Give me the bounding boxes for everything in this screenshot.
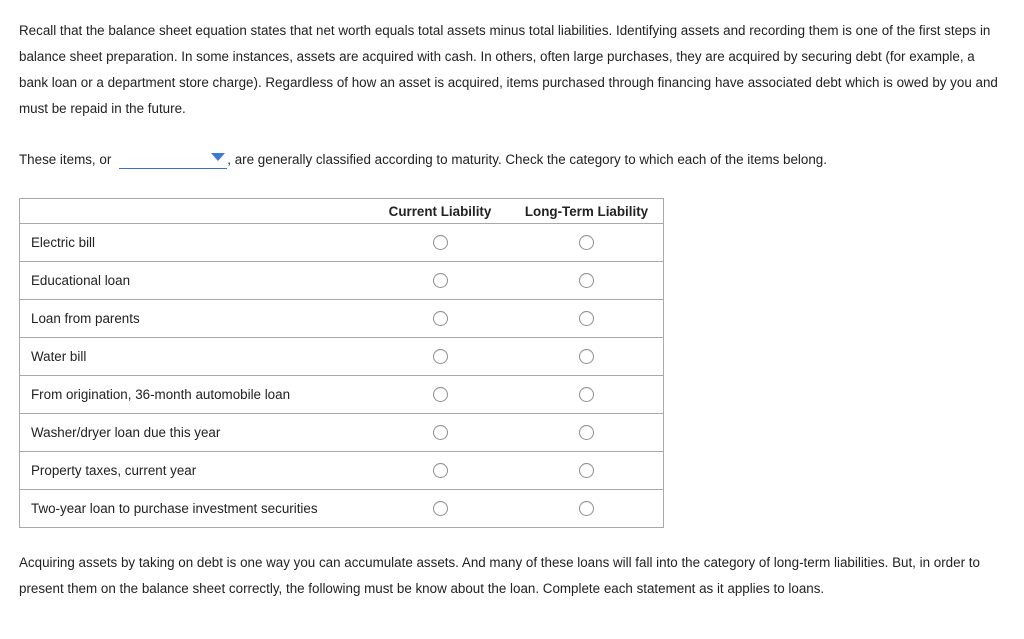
long-term-liability-radio[interactable] — [579, 273, 594, 288]
table-row — [20, 300, 664, 338]
chevron-down-icon[interactable] — [211, 153, 225, 161]
item-label: From origination, 36-month automobile loan — [20, 376, 371, 414]
table-row — [20, 414, 664, 452]
current-liability-radio[interactable] — [433, 501, 448, 516]
table-row — [20, 376, 664, 414]
long-term-liability-radio[interactable] — [579, 425, 594, 440]
long-term-liability-radio[interactable] — [579, 311, 594, 326]
current-liability-radio[interactable] — [433, 425, 448, 440]
table-row — [20, 490, 664, 528]
item-column-header — [20, 199, 371, 224]
current-liability-radio[interactable] — [433, 235, 448, 250]
liabilities-dropdown[interactable] — [119, 148, 227, 169]
long-term-liability-radio[interactable] — [579, 387, 594, 402]
question-text-after: , are generally classified according to maturity. Check the category to which each of the items belong. — [227, 152, 827, 167]
table-row — [20, 452, 664, 490]
item-label: Loan from parents — [20, 300, 371, 338]
current-liability-radio[interactable] — [433, 273, 448, 288]
table-row — [20, 224, 664, 262]
item-label: Educational loan — [20, 262, 371, 300]
long-term-liability-column-header: Long-Term Liability — [510, 199, 664, 224]
current-liability-radio[interactable] — [433, 463, 448, 478]
item-label: Two-year loan to purchase investment securities — [20, 490, 371, 528]
question-text-before: These items, or — [19, 152, 112, 167]
intro-paragraph: Recall that the balance sheet equation states that net worth equals total assets minus total liabilities. Identifying assets and recording them is one of the first steps in balance sheet preparation. In some instances, assets are acquired with cash. In others, often large purchases, they are acquired by securing debt (for example, a bank loan or a department store charge). Regardless of how an asset is acquired, items purchased through financing have associated debt which is owed by you and must be repaid in the future. — [19, 23, 998, 116]
table-header-row — [20, 199, 664, 224]
current-liability-column-header: Current Liability — [370, 199, 510, 224]
item-label: Property taxes, current year — [20, 452, 371, 490]
long-term-liability-radio[interactable] — [579, 501, 594, 516]
item-label: Water bill — [20, 338, 371, 376]
item-label: Washer/dryer loan due this year — [20, 414, 371, 452]
current-liability-radio[interactable] — [433, 311, 448, 326]
item-label: Electric bill — [20, 224, 371, 262]
liability-classification-table — [19, 198, 664, 528]
long-term-liability-radio[interactable] — [579, 349, 594, 364]
long-term-liability-radio[interactable] — [579, 463, 594, 478]
long-term-liability-radio[interactable] — [579, 235, 594, 250]
current-liability-radio[interactable] — [433, 387, 448, 402]
current-liability-radio[interactable] — [433, 349, 448, 364]
outro-paragraph: Acquiring assets by taking on debt is one way you can accumulate assets. And many of these loans will fall into the category of long-term liabilities. But, in order to present them on the balance sheet correctly, the following must be know about the loan. Complete each statement as it applies to loans. — [19, 555, 980, 596]
classification-question — [19, 147, 1009, 173]
table-row — [20, 338, 664, 376]
table-row — [20, 262, 664, 300]
